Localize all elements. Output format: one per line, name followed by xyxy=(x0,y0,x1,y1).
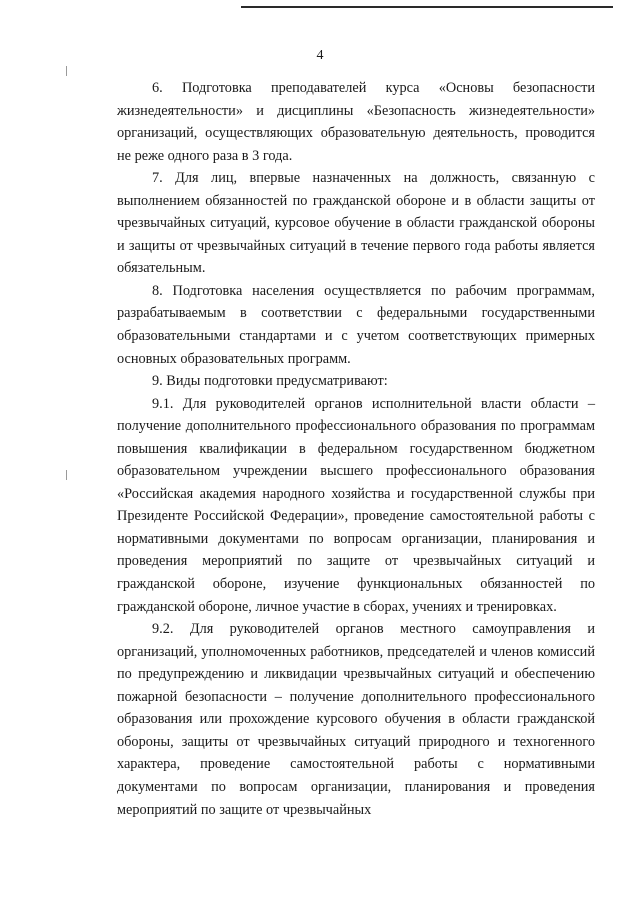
paragraph-6: 6. Подготовка преподавателей курса «Основы безопасности жизнедеятельности» и дисциплины «Безопасность жизнедеятельности» организаций, осуществляющих образовательную деятельность, проводится не реже одного раза в 3 года. xyxy=(117,80,595,164)
paragraph-9-2: 9.2. Для руководителей органов местного самоуправления и организаций, уполномоченных работников, председателей и членов комиссий по предупреждению и ликвидации чрезвычайных ситуаций и обеспечению пожарной безопасности – получение дополнительного профессионального образования или прохождение курсового обучения в области гражданской обороны, защиты от чрезвычайных ситуаций природного и техногенного характера, проведение самостоятельной работы с нормативными документами по вопросам организации, планирования и проведения мероприятий по защите от чрезвычайных xyxy=(117,621,595,818)
top-rule xyxy=(241,6,613,8)
margin-mark xyxy=(66,66,67,76)
paragraph-8: 8. Подготовка населения осуществляется по рабочим программам, разрабатываемым в соответствии с федеральными государственными образовательными стандартами и с учетом соответствующих примерных основных образовательных программ. xyxy=(117,282,595,367)
page-number: 4 xyxy=(316,48,324,63)
paragraph-9-1: 9.1. Для руководителей органов исполнительной власти области – получение дополнительного профессионального образования по программам повышения квалификации в федеральном государственном бюджетном образовательном учреждении высшего профессионального образования «Российская академия народного хозяйства и государственной службы при Президенте Российской Федерации», проведение самостоятельной работы с нормативными документами по вопросам организации, планирования и проведения мероприятий по защите от чрезвычайных ситуаций и гражданской обороне, изучение функциональных обязанностей по гражданской обороне, личное участие в сборах, учениях и тренировках. xyxy=(117,395,595,615)
document-body xyxy=(117,77,595,821)
paragraph-9: 9. Виды подготовки предусматривают: xyxy=(152,373,388,390)
margin-mark xyxy=(66,470,67,480)
paragraph-7: 7. Для лиц, впервые назначенных на должность, связанную с выполнением обязанностей по гражданской обороне и в области защиты от чрезвычайных ситуаций, курсовое обучение в области гражданской обороны и защиты от чрезвычайных ситуаций в течение первого года работы является обязательным. xyxy=(117,170,595,277)
